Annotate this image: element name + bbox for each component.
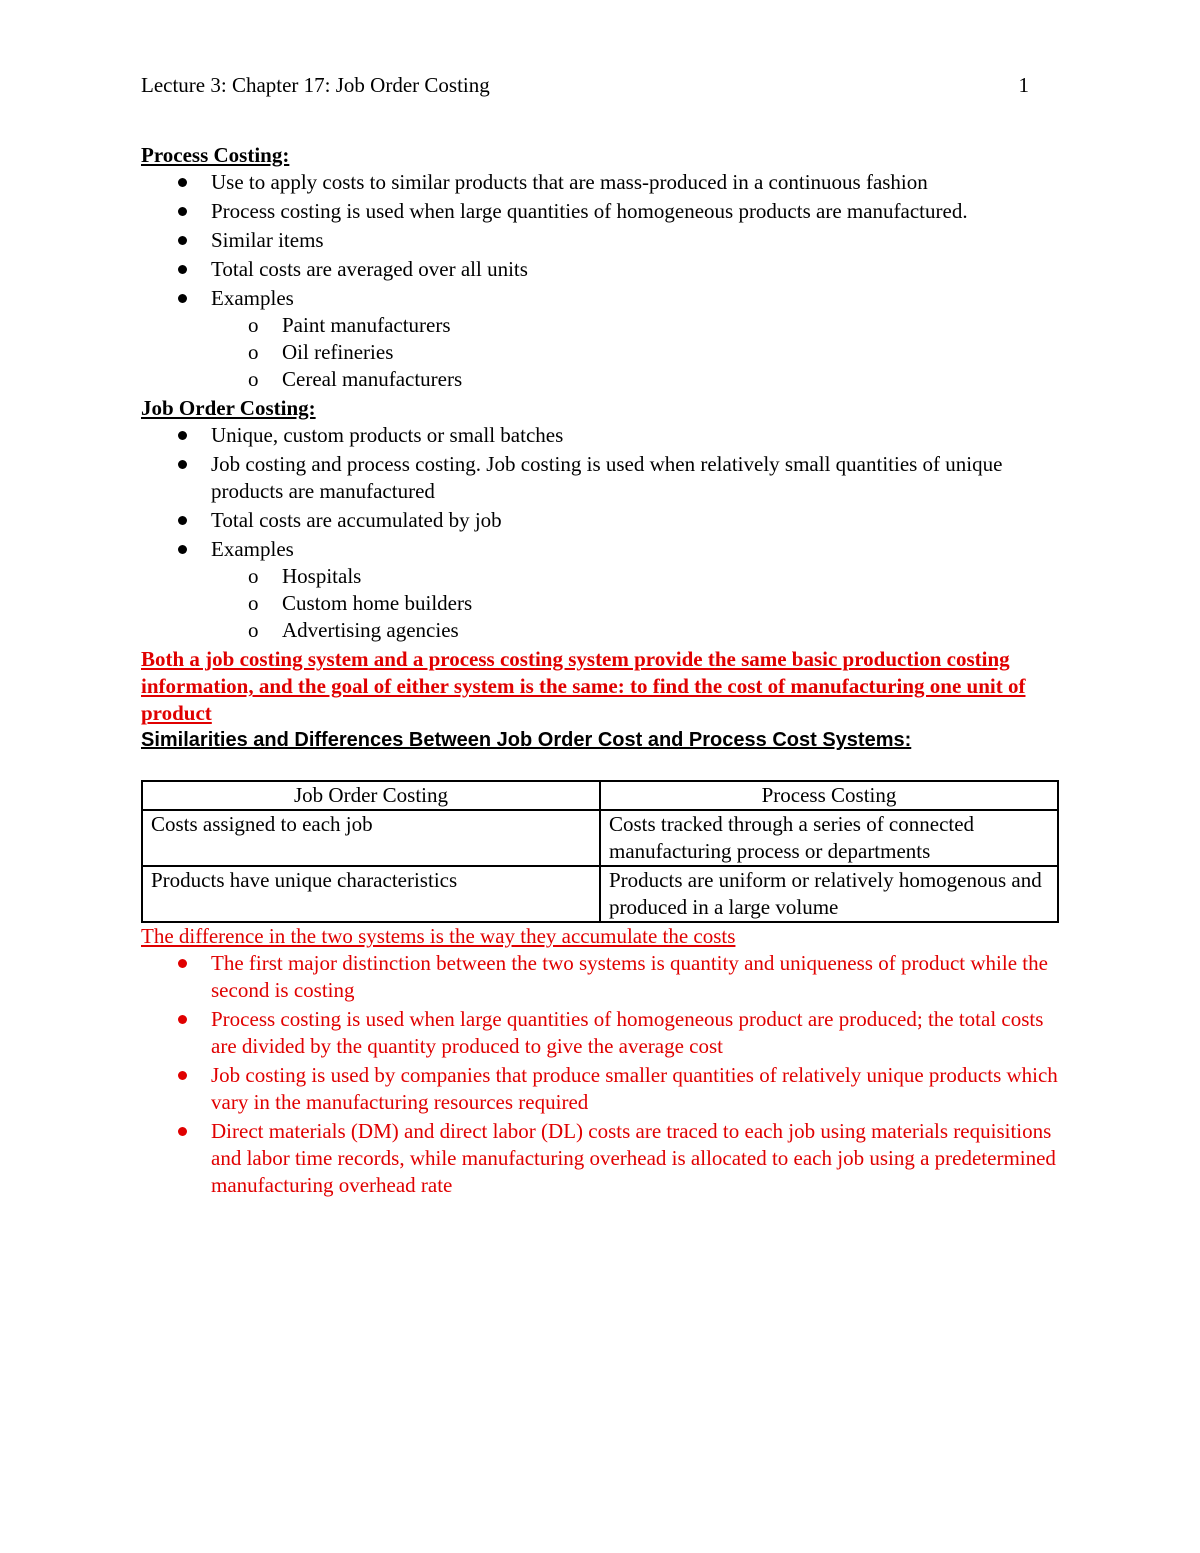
page-number: 1 — [1018, 73, 1029, 97]
similarities-heading: Similarities and Differences Between Job Order Cost and Process Cost Systems: — [141, 729, 912, 751]
process-costing-list — [141, 169, 1061, 393]
list-item — [211, 285, 1061, 393]
process-costing-heading: Process Costing: — [141, 143, 290, 167]
sub-list-item: o Advertising agencies — [282, 617, 1061, 644]
process-examples-list — [211, 312, 1061, 393]
table-cell: Products have unique characteristics — [142, 866, 600, 922]
table-cell: Costs assigned to each job — [142, 810, 600, 866]
list-item: Similar items — [211, 227, 1061, 254]
list-item: Process costing is used when large quantities of homogeneous products are manufactured. — [211, 198, 1061, 225]
list-item: Total costs are averaged over all units — [211, 256, 1061, 283]
document-body — [141, 142, 1061, 1201]
list-item — [211, 536, 1061, 644]
difference-statement: The difference in the two systems is the way they accumulate the costs — [141, 924, 736, 948]
list-item: Process costing is used when large quantities of homogeneous product are produced; the total costs are divided by the quantity produced to give the average cost — [211, 1006, 1061, 1060]
job-examples-list — [211, 563, 1061, 644]
table-cell: Costs tracked through a series of connected manufacturing process or departments — [600, 810, 1058, 866]
examples-label: Examples — [211, 537, 294, 561]
header-title: Lecture 3: Chapter 17: Job Order Costing — [141, 73, 490, 97]
table-row — [142, 810, 1058, 866]
sub-list-item: o Custom home builders — [282, 590, 1061, 617]
difference-list — [141, 950, 1061, 1199]
column-header: Job Order Costing — [142, 781, 600, 810]
job-order-costing-list — [141, 422, 1061, 644]
list-item: The first major distinction between the two systems is quantity and uniqueness of product while the second is costing — [211, 950, 1061, 1004]
comparison-table — [141, 780, 1059, 923]
list-item: Use to apply costs to similar products that are mass-produced in a continuous fashion — [211, 169, 1061, 196]
list-item: Unique, custom products or small batches — [211, 422, 1061, 449]
table-cell: Products are uniform or relatively homogenous and produced in a large volume — [600, 866, 1058, 922]
sub-list-item: o Paint manufacturers — [282, 312, 1061, 339]
both-systems-statement: Both a job costing system and a process costing system provide the same basic production costing information, and the goal of either system is the same: to find the cost of manufacturing one unit of product — [141, 647, 1026, 725]
list-item: Job costing and process costing. Job costing is used when relatively small quantities of unique products are manufactured — [211, 451, 1061, 505]
job-order-costing-heading: Job Order Costing: — [141, 396, 316, 420]
table-row — [142, 866, 1058, 922]
sub-list-item: o Cereal manufacturers — [282, 366, 1061, 393]
list-item: Job costing is used by companies that produce smaller quantities of relatively unique products which vary in the manufacturing resources required — [211, 1062, 1061, 1116]
list-item: Total costs are accumulated by job — [211, 507, 1061, 534]
list-item: Direct materials (DM) and direct labor (DL) costs are traced to each job using materials requisitions and labor time records, while manufacturing overhead is allocated to each job using a predetermined manufacturing overhead rate — [211, 1118, 1061, 1199]
sub-list-item: o Hospitals — [282, 563, 1061, 590]
table-header-row — [142, 781, 1058, 810]
sub-list-item: o Oil refineries — [282, 339, 1061, 366]
examples-label: Examples — [211, 286, 294, 310]
column-header: Process Costing — [600, 781, 1058, 810]
